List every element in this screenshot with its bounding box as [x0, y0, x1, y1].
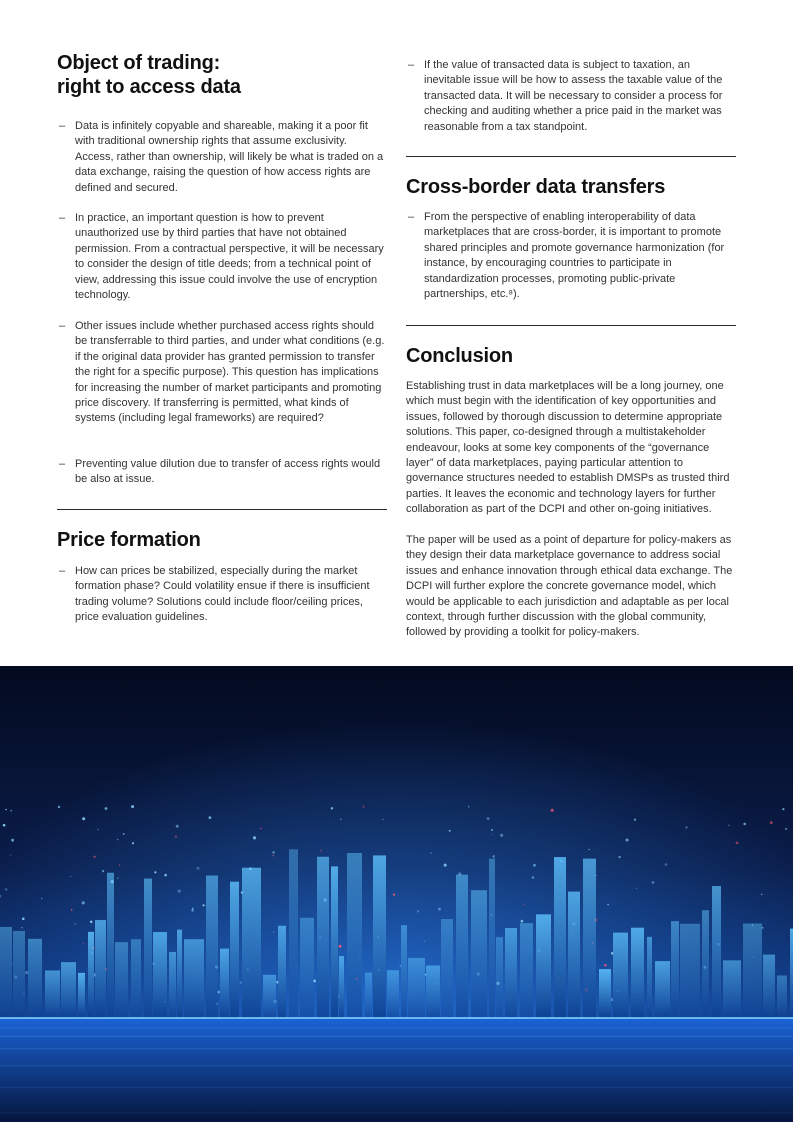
particle-dot: [340, 819, 341, 820]
particle-dot: [430, 852, 432, 854]
building: [712, 886, 721, 1018]
section-heading-cross-border: Cross-border data transfers: [406, 176, 666, 198]
heading-line: Object of trading:: [57, 52, 221, 74]
building: [702, 910, 709, 1018]
particle-dot: [175, 836, 177, 838]
particle-dot: [10, 810, 12, 812]
particle-dot: [417, 910, 419, 912]
building: [743, 923, 762, 1018]
list-item: [57, 319, 387, 427]
particle-dot: [487, 817, 490, 820]
particle-dot: [782, 808, 784, 810]
particle-dot: [191, 909, 193, 911]
particle-dot: [449, 830, 451, 832]
building: [408, 958, 425, 1018]
particle-dot: [117, 839, 119, 841]
building: [107, 873, 114, 1018]
building: [317, 857, 329, 1018]
particle-dot: [339, 945, 342, 948]
list-item: [57, 564, 387, 626]
list-item-text: Other issues include whether purchased access rights should be transferrable to third parties, and under what conditions (e.g. if the original data provider has granted permission to transfer the right for a specific purpose). This question has implications for increasing the number of market participants and promoting price discovery. If transferring is permitted, what kinds of systems (including legal frameworks) are required?: [75, 320, 385, 425]
building: [655, 961, 670, 1018]
building: [613, 933, 628, 1018]
particle-dot: [192, 908, 194, 910]
list-item-text: Preventing value dilution due to transfer of access rights would be also at issue.: [75, 458, 381, 486]
particle-dot: [164, 874, 167, 877]
building: [230, 882, 239, 1018]
building: [387, 970, 399, 1018]
building: [95, 920, 106, 1018]
building: [647, 937, 652, 1018]
list-item: [57, 211, 387, 303]
particle-dot: [5, 888, 7, 890]
particle-dot: [444, 864, 447, 867]
conclusion-paragraph-1: Establishing trust in data marketplaces will be a long journey, one which must begin with the identification of key opportunities and issues, followed by thorough discussion to determine appropriate solutions. This paper, co-designed through a multistakeholder endeavour, looks at some key components of the “governance layer” of data marketplaces, paying particular attention to governance structures needed to establish DMSPs as trusted third parties. It leaves the economic and technology layers for further collaboration as part of the DCPI and other on-going initiatives.: [406, 380, 730, 516]
building: [489, 859, 495, 1018]
heading-line: right to access data: [57, 76, 241, 98]
particle-dot: [196, 867, 199, 870]
dash-marker: –: [59, 565, 66, 577]
section-heading-price-formation: Price formation: [57, 529, 201, 551]
building: [554, 857, 566, 1018]
section-divider: [406, 156, 736, 157]
building: [278, 926, 286, 1018]
building: [78, 973, 85, 1018]
building: [456, 875, 468, 1018]
city-skyline-icon: [0, 666, 793, 1122]
building: [583, 859, 596, 1018]
particle-dot: [154, 871, 156, 873]
particle-dot: [71, 909, 73, 911]
particle-dot: [331, 807, 333, 809]
building: [88, 932, 94, 1018]
list-item-text: If the value of transacted data is subject to taxation, an inevitable issue will be how to assess the taxable value of the transacted data. It will be necessary to consider a process for checking and auditing whether a price paid in the market was reasonable from a tax standpoint.: [424, 59, 723, 133]
particle-dot: [105, 807, 108, 810]
particle-dot: [82, 901, 85, 904]
particle-dot: [618, 856, 620, 858]
particle-dot: [382, 819, 383, 820]
particle-dot: [132, 842, 134, 844]
particle-dot: [770, 821, 773, 824]
building: [777, 975, 787, 1018]
particle-dot: [10, 855, 11, 856]
building: [339, 956, 344, 1018]
particle-dot: [685, 826, 687, 828]
particle-dot: [604, 964, 607, 967]
particle-dot: [21, 927, 22, 928]
dash-marker: –: [408, 59, 415, 71]
building: [206, 876, 218, 1018]
particle-dot: [665, 863, 668, 866]
particle-dot: [743, 823, 746, 826]
particle-dot: [176, 825, 179, 828]
list-item-text: From the perspective of enabling interoperability of data marketplaces that are cross-border, it is important to promote shared principles and promote governance harmonization (for instance, by encouraging countries to participate in standardization processes, promoting public-private partnerships, etc.⁸).: [424, 211, 725, 301]
building: [28, 939, 42, 1018]
particle-dot: [491, 834, 492, 835]
building: [13, 931, 25, 1018]
building: [0, 927, 12, 1018]
particle-dot: [626, 839, 629, 842]
dash-marker: –: [59, 120, 66, 132]
particle-dot: [500, 834, 503, 837]
particle-dot: [393, 893, 395, 895]
particle-dot: [272, 851, 275, 854]
particle-dot: [239, 981, 242, 984]
particle-dot: [438, 908, 441, 911]
particle-dot: [588, 849, 589, 850]
list-item: [406, 210, 736, 302]
particle-dot: [524, 904, 525, 905]
particle-dot: [362, 806, 364, 808]
list-item: [406, 58, 736, 135]
particle-dot: [82, 943, 83, 944]
particle-dot: [93, 856, 95, 858]
particle-dot: [728, 825, 730, 827]
building: [347, 853, 362, 1018]
particle-dot: [119, 864, 120, 865]
section-divider: [57, 509, 387, 510]
building: [144, 879, 152, 1018]
particle-dot: [320, 850, 322, 852]
particle-dot: [203, 904, 205, 906]
building: [680, 924, 700, 1018]
building: [331, 866, 338, 1018]
building: [289, 849, 298, 1018]
building: [169, 952, 176, 1018]
building: [153, 932, 167, 1018]
dash-marker: –: [59, 458, 66, 470]
particle-dot: [551, 809, 554, 812]
particle-dot: [82, 817, 85, 820]
section-divider: [406, 325, 736, 326]
particle-dot: [761, 894, 762, 895]
particle-dot: [97, 829, 98, 830]
building: [177, 930, 182, 1018]
list-item: [57, 119, 387, 196]
building: [763, 955, 775, 1018]
building: [631, 928, 644, 1018]
particle-dot: [70, 876, 71, 877]
building: [45, 970, 60, 1018]
building: [426, 966, 440, 1018]
particle-dot: [736, 842, 739, 845]
building: [496, 937, 503, 1018]
building: [671, 921, 679, 1018]
particle-dot: [521, 920, 524, 923]
building: [300, 918, 314, 1018]
particle-dot: [209, 816, 212, 819]
particle-dot: [424, 941, 425, 942]
particle-dot: [123, 833, 125, 835]
particle-dot: [117, 877, 119, 879]
list-item: [57, 457, 387, 488]
particle-dot: [273, 932, 274, 933]
building: [599, 969, 611, 1018]
building: [723, 960, 741, 1018]
particle-dot: [58, 806, 60, 808]
particle-dot: [493, 856, 495, 858]
building: [373, 855, 386, 1018]
building: [505, 928, 517, 1018]
particle-dot: [90, 921, 93, 924]
particle-dot: [102, 870, 104, 872]
particle-dot: [131, 805, 134, 808]
particle-dot: [253, 836, 256, 839]
particle-dot: [652, 881, 655, 884]
list-item-text: Data is infinitely copyable and shareable, making it a poor fit with traditional ownership rights that assume exclusivity. Access, rather than ownership, will likely be what is traded on a data exchange, raising the question of how access rights are defined and secured.: [75, 120, 384, 194]
city-skyline-image: [0, 666, 793, 1122]
particle-dot: [491, 829, 493, 831]
particle-dot: [74, 923, 76, 925]
building: [115, 942, 128, 1018]
building: [441, 919, 453, 1018]
dash-marker: –: [408, 211, 415, 223]
particle-dot: [468, 806, 470, 808]
particle-dot: [178, 890, 181, 893]
particle-dot: [636, 888, 637, 889]
particle-dot: [3, 824, 6, 827]
particle-dot: [607, 904, 609, 906]
building: [242, 868, 261, 1018]
particle-dot: [272, 855, 274, 857]
particle-dot: [533, 864, 536, 867]
building: [536, 914, 551, 1018]
dash-marker: –: [59, 320, 66, 332]
list-item-text: In practice, an important question is how to prevent unauthorized use by third parties that have not obtained permission. From a contractual perspective, it will be necessary to consider the design of title deeds; from a technical point of view, addressing this issue could involve the use of encryption technology.: [75, 212, 384, 302]
dash-marker: –: [59, 212, 66, 224]
particle-dot: [41, 898, 42, 899]
building: [520, 923, 533, 1018]
building: [365, 973, 372, 1018]
building: [131, 939, 141, 1018]
building: [401, 925, 407, 1018]
particle-dot: [25, 971, 28, 974]
building: [220, 949, 229, 1018]
list-item-text: How can prices be stabilized, especially during the market formation phase? Could volatility ensue if there is insufficient trading volume? Solutions could include floor/ceiling prices, price evaluation guidelines.: [75, 565, 370, 624]
particle-dot: [260, 828, 262, 830]
particle-dot: [5, 809, 6, 810]
particle-dot: [785, 828, 787, 830]
particle-dot: [634, 819, 636, 821]
building: [568, 892, 580, 1018]
conclusion-paragraph-2: The paper will be used as a point of departure for policy-makers as they design their data marketplace governance to address social issues and enhance innovation through ethical data exchange. The DCPI will further explore the concrete governance model, which would be applicable to each jurisdiction and adaptable as per local context, through further discussion with the global community, followed by providing a toolkit for policy-makers.: [406, 534, 733, 639]
particle-dot: [11, 839, 14, 842]
section-heading-object-of-trading: [57, 51, 387, 99]
particle-dot: [22, 918, 25, 921]
particle-dot: [532, 876, 535, 879]
building: [61, 962, 76, 1018]
section-heading-conclusion: Conclusion: [406, 345, 513, 367]
building: [471, 890, 487, 1018]
building: [184, 939, 204, 1018]
building: [263, 975, 276, 1018]
